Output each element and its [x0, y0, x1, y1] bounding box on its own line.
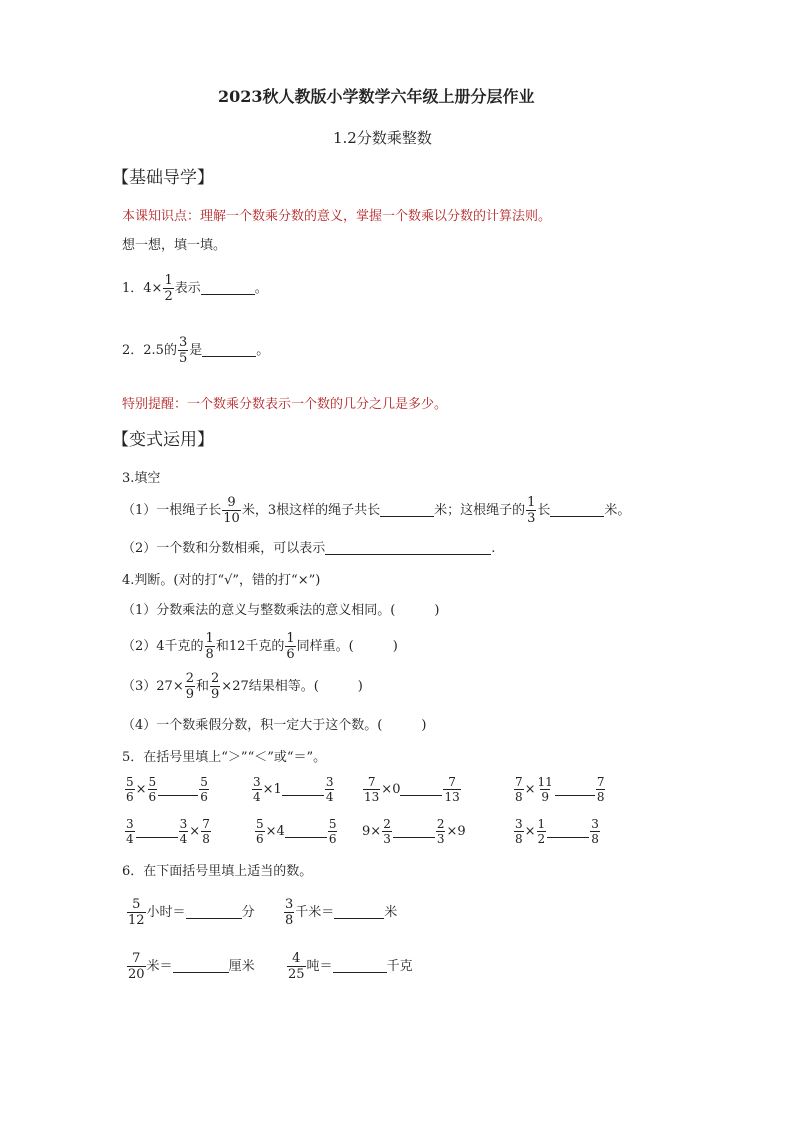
- numerator: 9: [227, 495, 236, 510]
- unit-text: 分: [241, 905, 255, 920]
- integer: 4: [276, 824, 285, 839]
- denominator: 9: [185, 687, 194, 702]
- fraction: [526, 496, 536, 525]
- answer-blank[interactable]: [201, 282, 255, 295]
- q1-text: 表示: [174, 281, 201, 296]
- denominator: 4: [179, 832, 188, 846]
- compare-blank[interactable]: [393, 825, 435, 838]
- q4p3-text-b: 和: [196, 679, 210, 694]
- fraction: [252, 776, 262, 803]
- q4p3-text-c: ×27结果相等。( ): [221, 679, 363, 694]
- denominator: 8: [515, 790, 523, 804]
- numerator: 3: [591, 817, 599, 831]
- q4p2-text-a: （2）4千克的: [122, 639, 204, 654]
- integer: 0: [392, 782, 401, 797]
- denominator: 8: [596, 790, 605, 804]
- numerator: 3: [253, 775, 261, 789]
- answer-blank[interactable]: [380, 504, 434, 517]
- compare-blank[interactable]: [282, 783, 324, 796]
- q4-part-4: （4）一个数乘假分数，积一定大于这个数。( ): [122, 718, 427, 733]
- unit-text: 米: [384, 905, 398, 920]
- q4p3-text-a: （3）27×: [122, 679, 184, 694]
- denominator: 8: [515, 832, 523, 846]
- fraction: [443, 776, 460, 803]
- numerator: 5: [132, 897, 141, 912]
- question-2: [122, 336, 269, 365]
- numerator: 2: [383, 817, 391, 831]
- denominator: 13: [364, 790, 380, 804]
- integer: 9: [457, 824, 466, 839]
- q3p2-text-a: （2）一个数和分数相乘，可以表示: [122, 541, 326, 556]
- q6-item: [286, 952, 413, 981]
- q4p2-text-b: 和12千克的: [215, 639, 285, 654]
- q5-item: [362, 818, 466, 845]
- integer: 1: [273, 782, 282, 797]
- numerator: 11: [537, 775, 553, 789]
- numerator: 1: [527, 495, 536, 510]
- denominator: 8: [205, 647, 214, 662]
- fraction: [125, 776, 135, 803]
- denominator: 2: [537, 832, 546, 846]
- fraction: [363, 776, 380, 803]
- numerator: 2: [211, 671, 220, 686]
- numerator: 1: [286, 631, 295, 646]
- denominator: 10: [223, 511, 240, 526]
- answer-blank[interactable]: [173, 960, 229, 973]
- denominator: 8: [285, 913, 294, 928]
- q6-item: [126, 898, 255, 927]
- section-heading-basic: 【基础导学】: [112, 168, 214, 188]
- q3p1-text-e: 米。: [604, 503, 631, 518]
- answer-blank[interactable]: [550, 504, 604, 517]
- denominator: 5: [178, 351, 188, 366]
- denominator: 6: [126, 790, 134, 804]
- q3p1-text-a: （1）一根绳子长: [122, 503, 222, 518]
- numerator: 5: [148, 775, 157, 789]
- times-sign: ×: [446, 824, 458, 839]
- fraction: [185, 672, 195, 701]
- q6-label: 6．在下面括号里填上适当的数。: [122, 864, 313, 879]
- compare-blank[interactable]: [400, 783, 442, 796]
- q6-item: [126, 952, 255, 981]
- denominator: 12: [128, 913, 145, 928]
- fraction: [201, 818, 211, 845]
- numerator: 3: [515, 817, 523, 831]
- denominator: 6: [200, 790, 208, 804]
- fraction: [325, 776, 335, 803]
- compare-blank[interactable]: [158, 783, 198, 796]
- q1-end: 。: [254, 281, 268, 296]
- denominator: 20: [128, 967, 145, 982]
- q5-item: [254, 818, 338, 845]
- numerator: 7: [367, 775, 376, 789]
- q5-item: [124, 818, 212, 845]
- times-sign: ×: [189, 824, 201, 839]
- denominator: 3: [383, 832, 391, 846]
- fraction: [590, 818, 600, 845]
- q5-item: [513, 818, 601, 845]
- numerator: 1: [164, 273, 173, 288]
- denominator: 8: [591, 832, 599, 846]
- integer: 9: [362, 824, 371, 839]
- denominator: 4: [126, 832, 134, 846]
- unit-text: 千米＝: [295, 905, 335, 920]
- q2-prefix: 2．2.5的: [122, 343, 177, 358]
- q4p2-text-c: 同样重。( ): [296, 639, 398, 654]
- numerator: 7: [596, 775, 605, 789]
- compare-blank[interactable]: [547, 825, 589, 838]
- q3-label: 3.填空: [122, 471, 161, 486]
- numerator: 7: [202, 817, 210, 831]
- fraction: [436, 818, 446, 845]
- q5-item: [362, 776, 462, 803]
- numerator: 5: [200, 775, 208, 789]
- fraction: [210, 672, 220, 701]
- fraction: [537, 818, 547, 845]
- denominator: 3: [436, 832, 445, 846]
- fraction: [328, 818, 338, 845]
- fraction: [596, 776, 606, 803]
- fraction: [205, 632, 215, 661]
- fraction: [514, 818, 524, 845]
- numerator: 3: [179, 817, 188, 831]
- answer-blank[interactable]: [333, 960, 387, 973]
- times-sign: ×: [265, 824, 277, 839]
- q3p1-text-b: 米，3根这样的绳子共长: [241, 503, 381, 518]
- times-sign: ×: [135, 782, 147, 797]
- denominator: 4: [253, 790, 261, 804]
- numerator: 3: [325, 775, 334, 789]
- knowledge-point: 本课知识点：理解一个数乘分数的意义，掌握一个数乘以分数的计算法则。: [122, 209, 552, 224]
- denominator: 9: [211, 687, 220, 702]
- times-sign: ×: [381, 782, 393, 797]
- denominator: 2: [164, 289, 173, 304]
- q2-end: 。: [256, 343, 270, 358]
- q4-part-1: （1）分数乘法的意义与整数乘法的意义相同。( ): [122, 603, 440, 618]
- denominator: 9: [541, 790, 549, 804]
- compare-blank[interactable]: [136, 825, 178, 838]
- fraction: [255, 818, 265, 845]
- q5-label: 5．在括号里填上“＞”“＜”或“＝”。: [122, 750, 327, 765]
- fraction: [222, 496, 241, 525]
- unit-text: 厘米: [228, 959, 255, 974]
- q5-item: [513, 776, 606, 803]
- answer-blank[interactable]: [186, 906, 242, 919]
- denominator: 3: [527, 511, 536, 526]
- denominator: 6: [328, 832, 337, 846]
- fraction: [284, 898, 294, 927]
- q3p2-text-end: .: [491, 541, 496, 556]
- answer-blank[interactable]: [325, 542, 491, 555]
- answer-blank[interactable]: [334, 906, 384, 919]
- numerator: 2: [185, 671, 194, 686]
- fraction: [179, 818, 189, 845]
- q3-part-2: [122, 542, 495, 555]
- denominator: 6: [256, 832, 264, 846]
- page-title: 2023秋人教版小学数学六年级上册分层作业: [218, 87, 535, 106]
- answer-blank[interactable]: [202, 344, 256, 357]
- fraction: [287, 952, 306, 981]
- q4-label: 4.判断。(对的打“√”，错的打“×”): [122, 573, 321, 588]
- times-sign: ×: [262, 782, 274, 797]
- q1-prefix: 1．4×: [122, 281, 163, 296]
- fraction: [285, 632, 295, 661]
- fraction: [163, 274, 173, 303]
- denominator: 4: [325, 790, 334, 804]
- numerator: 7: [132, 951, 141, 966]
- unit-text: 米＝: [146, 959, 173, 974]
- q4-part-3: [122, 672, 363, 701]
- compare-blank[interactable]: [555, 783, 595, 796]
- unit-text: 吨＝: [306, 959, 333, 974]
- times-sign: ×: [524, 782, 536, 797]
- numerator: 7: [448, 775, 456, 789]
- section-heading-variant: 【变式运用】: [112, 430, 214, 450]
- times-sign: ×: [370, 824, 382, 839]
- numerator: 5: [126, 775, 134, 789]
- denominator: 25: [288, 967, 305, 982]
- numerator: 2: [436, 817, 445, 831]
- fraction: [514, 776, 524, 803]
- numerator: 3: [178, 335, 188, 350]
- q5-item: [124, 776, 210, 803]
- page-subtitle: 1.2分数乘整数: [333, 129, 432, 147]
- fraction: [537, 776, 554, 803]
- q5-item: [251, 776, 335, 803]
- numerator: 5: [328, 817, 337, 831]
- question-1: [122, 274, 268, 303]
- q4-part-2: [122, 632, 398, 661]
- fraction: [127, 952, 146, 981]
- compare-blank[interactable]: [285, 825, 327, 838]
- denominator: 13: [444, 790, 460, 804]
- numerator: 5: [256, 817, 264, 831]
- fraction: [382, 818, 392, 845]
- q6-item: [283, 898, 397, 927]
- times-sign: ×: [524, 824, 536, 839]
- fraction: [199, 776, 209, 803]
- numerator: 1: [205, 631, 214, 646]
- numerator: 7: [515, 775, 523, 789]
- q2-text: 是: [189, 343, 203, 358]
- fraction: [125, 818, 135, 845]
- instruction-think: 想一想，填一填。: [122, 238, 227, 253]
- unit-text: 小时＝: [146, 905, 186, 920]
- fraction: [148, 776, 158, 803]
- denominator: 6: [286, 647, 295, 662]
- special-tip: 特别提醒：一个数乘分数表示一个数的几分之几是多少。: [122, 397, 448, 412]
- numerator: 3: [126, 817, 134, 831]
- denominator: 6: [148, 790, 157, 804]
- unit-text: 千克: [386, 959, 413, 974]
- q3p1-text-c: 米；这根绳子的: [434, 503, 526, 518]
- fraction: [178, 336, 188, 365]
- numerator: 3: [285, 897, 294, 912]
- q3p1-text-d: 长: [537, 503, 551, 518]
- numerator: 1: [537, 817, 546, 831]
- denominator: 8: [202, 832, 210, 846]
- q3-part-1: [122, 496, 630, 525]
- numerator: 4: [292, 951, 301, 966]
- fraction: [127, 898, 146, 927]
